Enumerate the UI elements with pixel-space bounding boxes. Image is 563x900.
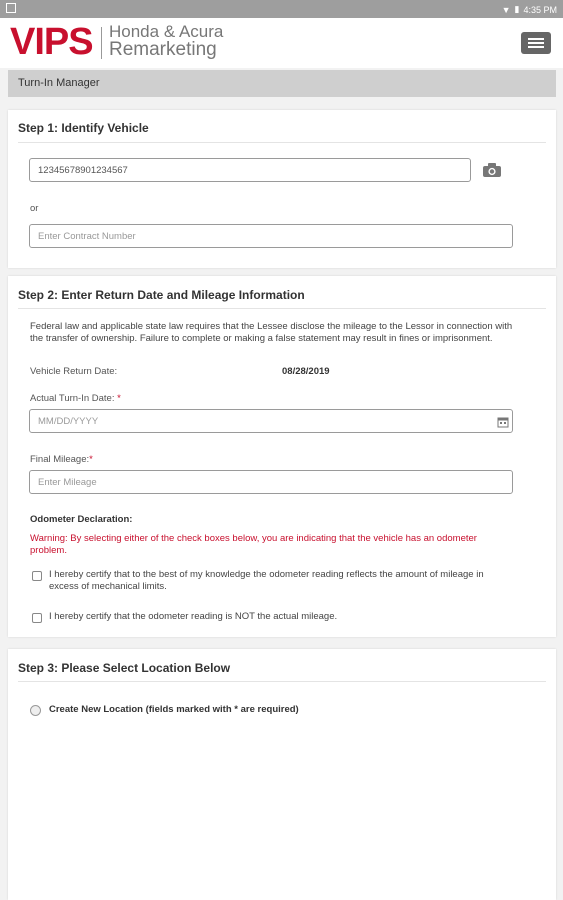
hamburger-menu-icon[interactable] (521, 32, 551, 54)
calendar-icon[interactable] (497, 415, 509, 433)
step3-card (8, 649, 556, 900)
turnin-date-label-text: Actual Turn-In Date: (30, 393, 115, 404)
mileage-label-text: Final Mileage: (30, 454, 90, 465)
logo-brand (109, 23, 223, 59)
or-label: or (30, 203, 39, 214)
required-mark: * (117, 393, 121, 404)
battery-icon: ▮ (514, 4, 520, 14)
app-header (0, 18, 563, 68)
excess-mileage-checkbox[interactable] (32, 571, 42, 581)
wifi-icon: ▼ (501, 4, 511, 15)
camera-icon[interactable] (482, 162, 502, 183)
not-actual-mileage-checkbox[interactable] (32, 613, 42, 623)
return-date-label: Vehicle Return Date: (30, 366, 118, 377)
logo-divider (101, 27, 102, 59)
vin-input[interactable]: 12345678901234567 (29, 158, 471, 182)
required-mark: * (89, 454, 93, 465)
mileage-label (30, 454, 93, 465)
step1-card (8, 110, 556, 268)
excess-mileage-label: I hereby certify that to the best of my knowledge the odometer reading reflects the amount of mileage in excess of mechanical limits. (49, 569, 484, 592)
status-icons (502, 4, 557, 15)
turnin-date-input[interactable]: MM/DD/YYYY (29, 409, 513, 433)
step3-divider (18, 681, 546, 682)
mileage-input[interactable]: Enter Mileage (29, 470, 513, 494)
create-new-location-radio[interactable] (30, 705, 41, 716)
contract-number-input[interactable]: Enter Contract Number (29, 224, 513, 248)
turnin-date-label (30, 393, 121, 404)
mileage-disclosure-text: Federal law and applicable state law requires that the Lessee disclose the mileage to the Lessor in connection with the transfer of ownership. Failure to complete or making a false statement may result in fines or imprisonment. (30, 321, 513, 344)
page-title-bar (8, 70, 556, 97)
step3-title: Step 3: Please Select Location Below (18, 661, 231, 675)
step1-title: Step 1: Identify Vehicle (18, 121, 149, 135)
logo-vips: VIPS (10, 21, 93, 63)
create-new-location-label: Create New Location (fields marked with * are required) (49, 704, 299, 715)
step2-card (8, 276, 556, 637)
step1-divider (18, 142, 546, 143)
step2-divider (18, 308, 546, 309)
status-time: 4:35 PM (523, 4, 557, 15)
return-date-value: 08/28/2019 (282, 366, 330, 377)
status-bar (0, 0, 563, 18)
logo-brand-line1: Honda & Acura (109, 22, 224, 41)
logo-brand-line2: Remarketing (109, 39, 217, 60)
step2-title: Step 2: Enter Return Date and Mileage Information (18, 288, 305, 302)
odometer-warning: Warning: By selecting either of the check boxes below, you are indicating that the vehicle has an odometer problem. (30, 533, 477, 556)
not-actual-mileage-label: I hereby certify that the odometer reading is NOT the actual mileage. (49, 611, 338, 622)
image-notification-icon (6, 3, 16, 13)
odometer-declaration-label: Odometer Declaration: (30, 514, 133, 525)
page-title: Turn-In Manager (18, 77, 100, 89)
